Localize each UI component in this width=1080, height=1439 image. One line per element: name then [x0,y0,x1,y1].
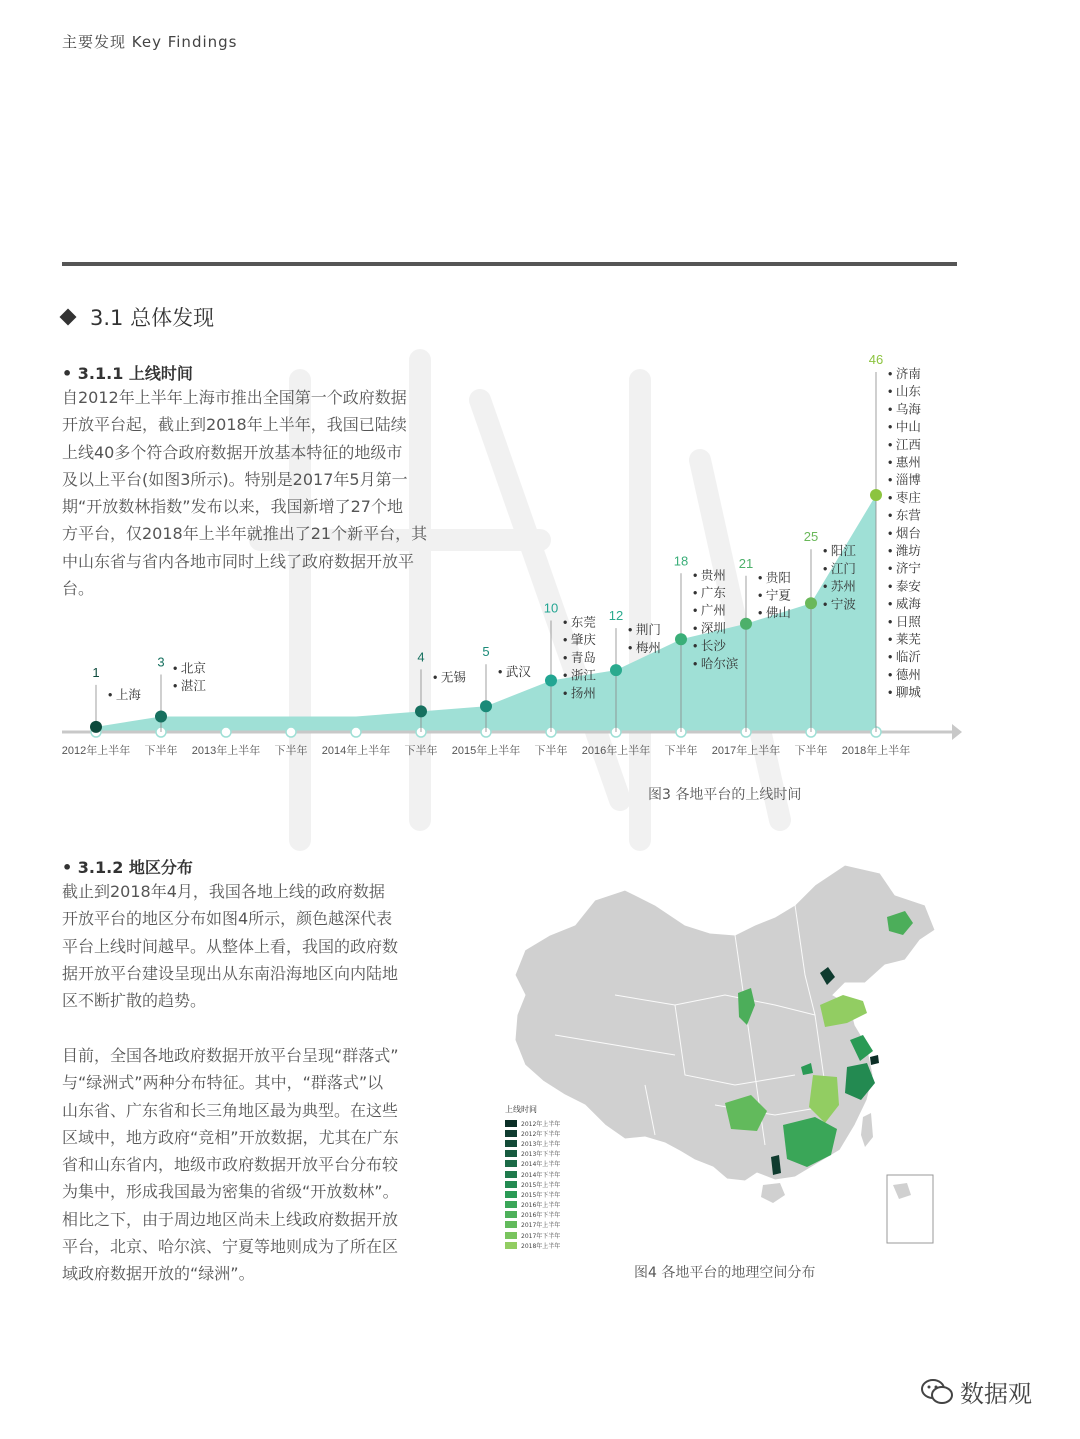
city-label: • 阳江 [823,544,856,559]
x-tick-label: 2015年上半年 [451,745,521,757]
legend-label: 2013年上半年 [521,1140,561,1148]
axis-marker [351,727,361,737]
legend-label: 2017年下半年 [521,1232,561,1240]
city-label: • 梅州 [628,640,661,655]
city-label: • 泰安 [888,579,921,594]
map-taiwan [861,1113,873,1147]
text-line: 平台上线时间越早。从整体上看，我国的政府数 [62,936,399,956]
data-point [740,618,752,630]
legend-swatch [505,1221,517,1228]
data-point [90,721,102,733]
city-label: • 济南 [888,367,921,381]
text-line: 及以上平台(如图3所示)。特别是2017年5月第一 [62,469,408,489]
legend-swatch [505,1140,517,1147]
legend-items [505,1118,560,1250]
legend-item [505,1210,560,1220]
data-label: 25 [803,529,819,545]
city-label: • 湛江 [173,679,206,694]
x-tick-label: 下半年 [144,745,178,757]
city-label: • 潍坊 [888,544,921,558]
text-line: 为集中，形成我国最为密集的省级“开放数林”。 [62,1182,399,1202]
city-label: • 广东 [693,585,726,600]
watermark [920,1374,1032,1409]
map-legend [505,1104,560,1250]
legend-label: 2016年上半年 [521,1202,561,1210]
city-label: • 宁波 [823,597,856,612]
city-label: • 苏州 [823,579,856,594]
text-line: 目前，全国各地政府数据开放平台呈现“群落式” [62,1046,399,1065]
text-line: 山东省、广东省和长三角地区最为典型。在这些 [62,1100,399,1120]
legend-swatch [505,1211,517,1218]
city-label: • 日照 [888,614,921,629]
region-shanghai [870,1055,879,1065]
city-label: • 江门 [823,561,856,576]
data-label: 10 [543,600,559,616]
legend-item [505,1240,560,1250]
axis-marker [286,727,296,737]
text-line: 自2012年上半年上海市推出全国第一个政府数据 [62,388,407,407]
text-line: 中山东省与省内各地市同时上线了政府数据开放平 [62,551,415,571]
figure3-caption: 图3 各地平台的上线时间 [648,787,802,803]
legend-item [505,1138,560,1148]
legend-swatch [505,1160,517,1167]
legend-title: 上线时间 [505,1105,537,1114]
legend-swatch [505,1181,517,1188]
text-line: 平台，北京、哈尔滨、宁夏等地则成为了所在区 [62,1237,399,1257]
city-label: • 贵阳 [758,570,791,585]
legend-label: 2015年下半年 [521,1191,561,1199]
city-label: • 北京 [173,661,206,676]
city-label: • 中山 [888,420,921,435]
legend-item [505,1220,560,1230]
x-tick-label: 2014年上半年 [321,745,391,757]
data-point [155,711,167,723]
legend-swatch [505,1150,517,1157]
section-title-text: 3.1 总体发现 [90,306,215,330]
text-line: 期“开放数林指数”发布以来，我国新增了27个地 [62,497,403,517]
city-label: • 广州 [693,603,726,618]
x-tick-label: 下半年 [664,745,698,757]
city-label: • 贵州 [693,568,726,583]
legend-label: 2015年上半年 [521,1181,561,1189]
city-label: • 肇庆 [563,633,596,648]
data-label: 5 [482,644,490,660]
text-line: 截止到2018年4月，我国各地上线的政府数据 [62,882,385,901]
paragraph-region-distribution [62,878,427,1014]
data-label: 1 [92,664,100,680]
text-line: 据开放平台建设呈现出从东南沿海地区向内陆地 [62,963,399,983]
city-label: • 宁夏 [758,588,791,603]
city-label: • 临沂 [888,650,921,665]
paragraph-distribution-features [62,1042,427,1288]
city-label: • 荆门 [628,623,661,638]
city-label: • 佛山 [758,606,791,621]
legend-swatch [505,1191,517,1198]
city-label: • 乌海 [888,402,921,417]
figure4-caption: 图4 各地平台的地理空间分布 [634,1265,816,1281]
legend-item [505,1169,560,1179]
legend-label: 2018年上半年 [521,1242,561,1250]
city-label: • 江西 [888,437,921,452]
wechat-icon [920,1377,954,1407]
legend-label: 2014年上半年 [521,1161,561,1169]
legend-item [505,1128,560,1138]
data-point [870,489,882,501]
city-label: • 莱芜 [888,632,921,647]
city-label: • 枣庄 [888,490,921,505]
legend-label: 2013年下半年 [521,1151,561,1159]
diamond-bullet-icon [60,309,77,326]
city-label: • 深圳 [693,621,726,636]
text-line: 区域中，地方政府“竞相”开放数据，尤其在广东 [62,1127,399,1147]
page-header: 主要发现 Key Findings [62,33,238,51]
text-line: 上线40多个符合政府数据开放基本特征的地级市 [62,442,403,462]
x-tick-label: 2018年上半年 [841,745,911,757]
legend-item [505,1230,560,1240]
city-label: • 无锡 [433,670,466,685]
city-label: • 东营 [888,508,921,523]
legend-item [505,1189,560,1199]
text-line: 开放平台起，截止到2018年上半年，我国已陆续 [62,415,407,435]
launch-time-chart [0,340,1000,770]
city-label: • 山东 [888,384,921,399]
x-tick-label: 2013年上半年 [191,745,261,757]
watermark-text: 数据观 [960,1380,1032,1408]
data-point [480,700,492,712]
legend-swatch [505,1242,517,1249]
x-tick-label: 下半年 [404,745,438,757]
legend-item [505,1149,560,1159]
legend-item [505,1200,560,1210]
x-tick-label: 下半年 [274,745,308,757]
x-axis-arrow [952,724,962,740]
text-line: 开放平台的地区分布如图4所示，颜色越深代表 [62,909,393,929]
city-label: • 武汉 [498,665,531,680]
data-label: 21 [738,555,754,571]
data-label: 4 [417,649,425,665]
city-label: • 青岛 [563,650,596,665]
city-label: • 浙江 [563,668,596,683]
data-point [675,633,687,645]
legend-swatch [505,1120,517,1127]
text-line: 台。 [62,579,95,599]
legend-item [505,1118,560,1128]
data-label: 12 [608,608,624,624]
data-label: 3 [157,654,165,670]
city-label: • 东莞 [563,615,596,630]
text-line: 与“绿洲式”两种分布特征。其中，“群落式”以 [62,1073,384,1093]
city-label: • 淄博 [888,473,921,488]
text-line: 省和山东省内，地级市政府数据开放平台分布较 [62,1155,399,1175]
text-line: 域政府数据开放的“绿洲”。 [62,1264,255,1284]
subsection-title-2: • 3.1.2 地区分布 [62,858,193,877]
data-label: 18 [673,553,689,569]
legend-swatch [505,1130,517,1137]
city-label: • 济宁 [888,561,921,576]
legend-swatch [505,1171,517,1178]
city-label: • 上海 [108,687,141,702]
legend-label: 2016年下半年 [521,1212,561,1220]
text-line: 方平台，仅2018年上半年就推出了21个新平台，其 [62,524,428,544]
x-tick-label: 2012年上半年 [61,745,131,757]
legend-label: 2012年下半年 [521,1130,561,1138]
x-tick-label: 2016年上半年 [581,745,651,757]
x-tick-label: 下半年 [534,745,568,757]
city-label: • 哈尔滨 [693,656,739,671]
legend-label: 2012年上半年 [521,1120,561,1128]
legend-item [505,1159,560,1169]
header-divider [62,262,957,266]
city-label: • 威海 [888,597,921,612]
legend-label: 2014年下半年 [521,1171,561,1179]
map-hainan [761,1183,785,1203]
legend-item [505,1179,560,1189]
data-point [610,664,622,676]
legend-label: 2017年上半年 [521,1222,561,1230]
map-inset-shape [893,1183,911,1199]
text-line: 相比之下，由于周边地区尚未上线政府数据开放 [62,1209,399,1229]
city-label: • 德州 [888,667,921,682]
china-map [495,855,955,1255]
subsection-title-1: • 3.1.1 上线时间 [62,364,193,383]
data-point [805,597,817,609]
legend-swatch [505,1201,517,1208]
axis-marker [221,727,231,737]
data-point [415,705,427,717]
text-line: 区不断扩散的趋势。 [62,991,207,1011]
x-tick-label: 2017年上半年 [711,745,781,757]
data-point [545,674,557,686]
city-label: • 长沙 [693,639,726,654]
data-label: 46 [868,352,884,367]
city-label: • 聊城 [888,685,921,700]
city-label: • 烟台 [888,526,921,541]
section-title [62,302,214,332]
city-label: • 惠州 [888,455,921,470]
legend-swatch [505,1232,517,1239]
x-tick-label: 下半年 [794,745,828,757]
city-label: • 扬州 [563,686,596,701]
